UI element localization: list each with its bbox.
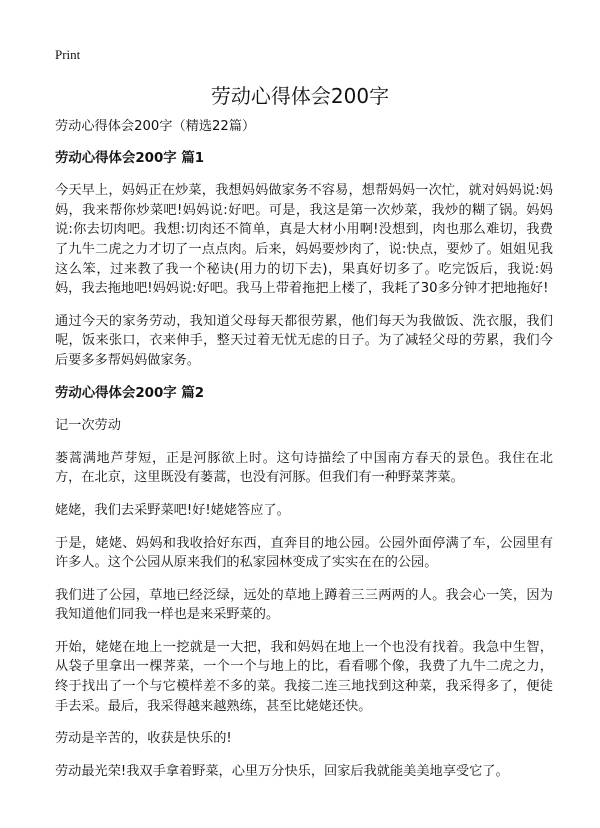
section-heading: 劳动心得体会200字 篇2 [55, 385, 205, 401]
paragraph: 我们进了公园，草地已经泛绿，远处的草地上蹲着三三两两的人。我会心一笑，因为我知道他们同我一样也是来采野菜的。 [55, 587, 553, 623]
article-body [55, 117, 553, 794]
paragraph: 劳动是辛苦的，收获是快乐的! [55, 731, 232, 747]
section-heading: 劳动心得体会200字 篇1 [55, 150, 205, 166]
paragraph: 记一次劳动 [55, 418, 121, 434]
paragraph: 开始，姥姥在地上一挖就是一大把，我和妈妈在地上一个也没有找着。我急中生智，从袋子里拿出一棵荠菜，一个一个与地上的比，看看哪个像，我费了九牛二虎之力，终于找出了一个与它模样差不多的菜。我接二连三地找到这种菜，我采得多了，便徒手去采。最后，我采得越来越熟练，甚至比姥姥还快。 [55, 639, 553, 714]
paragraph: 蒌蒿满地芦芽短，正是河豚欲上时。这句诗描绘了中国南方春天的景色。我住在北方，在北京，这里既没有蒌蒿，也没有河豚。但我们有一种野菜荠菜。 [55, 450, 553, 486]
print-link[interactable]: Print [55, 47, 81, 62]
paragraph: 今天早上，妈妈正在炒菜，我想妈妈做家务不容易，想帮妈妈一次忙，就对妈妈说:妈妈，我来帮你炒菜吧!妈妈说:好吧。可是，我这是第一次炒菜，我炒的糊了锅。妈妈说:你去切肉吧。我想:切肉还不简单，真是大材小用啊!没想到，肉也那么难切，我费了九牛二虎之力才切了一点点肉。后来，妈妈要炒肉了，说:快点，要炒了。姐姐见我这么笨，过来教了我一个秘诀(用力的切下去)，果真好切多了。吃完饭后，我说:妈妈，我去拖地吧!妈妈说:好吧。我马上带着拖把上楼了，我耗了30多分钟才把地拖好! [55, 183, 553, 297]
page-title: 劳动心得体会200字 [210, 84, 390, 108]
paragraph: 于是，姥姥、妈妈和我收拾好东西，直奔目的地公园。公园外面停满了车，公园里有许多人。这个公园从原来我们的私家园林变成了实实在在的公园。 [55, 535, 553, 571]
article-subtitle: 劳动心得体会200字（精选22篇） [55, 119, 256, 134]
paragraph: 通过今天的家务劳动，我知道父母每天都很劳累，他们每天为我做饭、洗衣服，我们呢，饭来张口，衣来伸手，整天过着无忧无虑的日子。为了减轻父母的劳累，我们今后要多多帮妈妈做家务。 [55, 313, 553, 368]
paragraph: 劳动最光荣!我双手拿着野菜，心里万分快乐，回家后我就能美美地享受它了。 [55, 763, 509, 779]
paragraph: 姥姥，我们去采野菜吧!好!姥姥答应了。 [55, 502, 290, 518]
